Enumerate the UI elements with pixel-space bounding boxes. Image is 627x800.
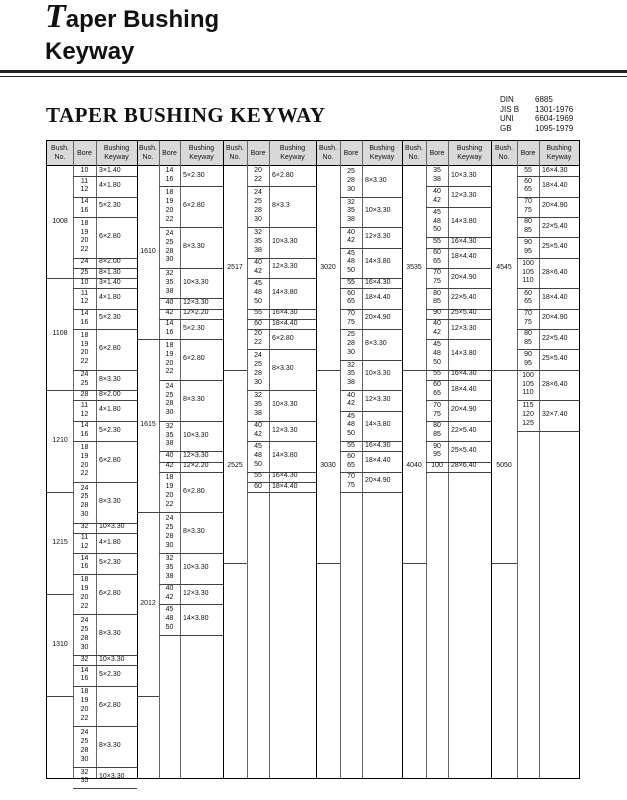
keyway-size: 12×3.30: [365, 395, 391, 403]
bore-value: 11 12: [80, 401, 89, 418]
bore-value: 42: [165, 309, 174, 317]
bore-value: 90 95: [433, 442, 441, 459]
keyway-size: 6×2.80: [99, 589, 121, 597]
row-divider: [426, 472, 491, 473]
keyway-size: 12×3.30: [365, 232, 391, 240]
keyway-size: 18×4.40: [365, 457, 391, 465]
keyway-size: 10×3.30: [99, 655, 125, 663]
bush-divider: [316, 563, 340, 564]
bore-value: 25 28 30: [347, 331, 355, 356]
keyway-size: 12×3.30: [451, 192, 477, 200]
keyway-size: 14×3.80: [272, 288, 298, 296]
keyway-size: 12×3.30: [451, 324, 477, 332]
keyway-size: 18×4.40: [542, 181, 568, 189]
keyway-size: 6×2.80: [183, 202, 205, 210]
bore-value: 40 42: [347, 391, 355, 408]
bore-value: 100 105 110: [522, 371, 534, 397]
bush-divider: [47, 696, 73, 697]
bore-value: 40: [165, 452, 174, 459]
keyway-size: 8×3.3: [272, 202, 290, 210]
standard-row: [500, 114, 573, 124]
keyway-size: 10×3.30: [183, 278, 209, 286]
keyway-size: 12×3.30: [183, 589, 209, 597]
bush-number: 4545: [496, 263, 512, 271]
standard-code: 6604-1969: [535, 114, 574, 123]
standards-list: [500, 95, 573, 133]
header-bore: Bore: [520, 149, 536, 157]
keyway-table: [46, 140, 580, 785]
bore-value: 45 48 50: [254, 280, 262, 305]
bore-value: 55: [347, 278, 355, 286]
keyway-size: 20×4.90: [451, 273, 477, 281]
bore-value: 70 75: [433, 401, 441, 418]
bore-value: 55: [433, 238, 441, 246]
bore-value: 28: [80, 390, 89, 398]
bore-value: 20 22: [254, 167, 262, 184]
keyway-size: 4×1.80: [99, 294, 121, 302]
keyway-size: 12×3.30: [183, 452, 209, 459]
bore-value: 20 22: [254, 330, 262, 347]
bore-value: 90 95: [524, 350, 532, 367]
header-bore: Bore: [429, 149, 445, 157]
keyway-size: 16×4.30: [272, 309, 298, 317]
bush-number: 1108: [52, 329, 68, 337]
keyway-size: 3×1.40: [99, 278, 121, 286]
bush-number: 2012: [140, 599, 156, 607]
bore-value: 18 19 20 22: [165, 189, 174, 223]
bore-value: 70 75: [347, 473, 355, 489]
bore-value: 24 25: [80, 371, 89, 387]
keyway-size: 28×6.40: [542, 268, 568, 276]
keyway-size: 6×2.80: [183, 355, 205, 363]
keyway-size: 18×4.40: [451, 385, 477, 393]
bore-value: 32 35 38: [165, 269, 174, 295]
bore-value: 24 25 28 30: [254, 189, 262, 223]
keyway-size: 5×2.30: [99, 559, 121, 566]
standard-name: DIN: [500, 95, 514, 104]
bore-value: 32: [80, 655, 89, 663]
keyway-size: 18×4.40: [451, 253, 477, 261]
bore-value: 32 35 38: [165, 422, 174, 448]
bore-value: 45 48 50: [165, 606, 174, 631]
bush-number: 2517: [227, 263, 243, 271]
bore-value: 60 65: [524, 289, 532, 306]
keyway-size: 8×2.00: [99, 390, 121, 398]
keyway-size: 14×3.80: [183, 615, 209, 623]
keyway-size: 14×3.80: [451, 217, 477, 225]
keyway-size: 12×3.30: [183, 299, 209, 307]
bore-value: 40 42: [433, 187, 441, 204]
bore-value: 24 25 28 30: [254, 352, 262, 386]
bush-number: 5050: [496, 462, 512, 470]
bush-divider: [491, 563, 517, 564]
bore-value: 60 65: [524, 177, 532, 194]
keyway-size: 25×5.40: [542, 243, 568, 251]
header-bush-no: Bush. No.: [319, 145, 337, 161]
keyway-size: 8×3.30: [183, 243, 205, 251]
bore-value: 45 48 50: [254, 443, 262, 468]
header-bore: Bore: [250, 149, 266, 157]
keyway-size: 8×3.30: [99, 742, 121, 750]
keyway-size: 20×4.90: [365, 477, 391, 485]
bore-value: 40 42: [165, 585, 174, 601]
bore-value: 35 38: [433, 167, 441, 184]
bore-value: 32 35 38: [165, 555, 174, 580]
header-bushing-keyway: Bushing Keyway: [456, 145, 483, 161]
bore-value: 25 28 30: [347, 168, 355, 193]
bush-number: 2525: [227, 462, 243, 470]
keyway-size: 5×2.30: [99, 202, 121, 210]
keyway-size: 16×4.30: [451, 238, 477, 246]
standard-name: UNI: [500, 114, 514, 123]
bush-number: 1008: [52, 217, 68, 225]
keyway-size: 8×3.30: [99, 497, 121, 505]
bore-value: 14 16: [165, 167, 174, 184]
bore-value: 18 19 20 22: [80, 443, 89, 478]
keyway-size: 16×4.30: [365, 278, 391, 286]
standard-name: GB: [500, 123, 512, 133]
bore-value: 18 19 20 22: [165, 474, 174, 508]
header-rule-thin: [0, 76, 627, 77]
keyway-size: 6×2.80: [272, 171, 294, 179]
keyway-size: 25×5.40: [451, 446, 477, 454]
keyway-size: 8×3.30: [183, 395, 205, 403]
header-bore: Bore: [77, 149, 92, 157]
bore-value: 100 105 110: [522, 259, 534, 285]
bush-number: 4040: [406, 462, 422, 470]
header-bush-no: Bush. No.: [226, 145, 244, 161]
keyway-size: 22×5.40: [451, 294, 477, 302]
keyway-size: 22×5.40: [542, 334, 568, 342]
bore-value: 70 75: [347, 310, 355, 326]
table-header-row: [47, 141, 579, 166]
bore-value: 90: [433, 309, 441, 317]
bore-value: 40: [165, 299, 174, 307]
keyway-size: 25×5.40: [451, 309, 477, 317]
keyway-size: 12×2.20: [183, 462, 209, 470]
bore-value: 60: [254, 319, 262, 327]
bore-value: 45 48 50: [347, 412, 355, 438]
bore-value: 14 16: [80, 310, 89, 326]
bore-value: 10: [80, 166, 89, 174]
keyway-size: 8×3.30: [365, 339, 387, 347]
keyway-size: 6×2.80: [99, 345, 121, 352]
keyway-size: 16×4.30: [272, 472, 298, 480]
keyway-size: 10×3.30: [365, 207, 391, 215]
keyway-size: 8×1.30: [99, 268, 121, 276]
bush-number: 1210: [52, 436, 68, 444]
header-rule-thick: [0, 70, 627, 73]
header-bushing-keyway: Bushing Keyway: [369, 145, 395, 161]
bush-number: 1310: [52, 640, 68, 648]
keyway-size: 20×4.90: [542, 314, 568, 322]
bore-value: 40 42: [254, 422, 262, 438]
keyway-size: 10×3.30: [451, 171, 477, 179]
keyway-size: 16×4.30: [451, 370, 477, 378]
keyway-size: 10×3.30: [99, 772, 125, 780]
keyway-size: 14×3.80: [272, 452, 298, 459]
keyway-size: 8×3.30: [365, 176, 387, 184]
keyway-size: 25×5.40: [542, 355, 568, 363]
bore-value: 55: [254, 472, 262, 480]
keyway-size: 16×4.30: [365, 441, 391, 449]
keyway-size: 18×4.40: [365, 294, 391, 302]
keyway-size: 10×3.30: [183, 564, 209, 572]
bore-value: 55: [347, 441, 355, 449]
bush-number: 3030: [320, 462, 336, 470]
row-divider: [73, 788, 137, 789]
row-divider: [340, 492, 402, 493]
bush-divider: [402, 563, 426, 564]
keyway-size: 3×1.40: [99, 166, 121, 174]
keyway-size: 5×2.30: [99, 671, 121, 679]
bore-value: 18 19 20 22: [80, 576, 89, 610]
bore-value: 32 35 38: [347, 198, 355, 224]
header-title-rest: aper Bushing: [65, 6, 220, 33]
header-bushing-keyway: Bushing Keyway: [188, 145, 215, 161]
keyway-size: 6×2.80: [183, 487, 205, 495]
keyway-size: 18×4.40: [272, 482, 298, 490]
row-divider: [247, 492, 316, 493]
bore-value: 100: [431, 462, 443, 470]
keyway-size: 8×3.30: [272, 365, 294, 373]
header-title-initial: T: [45, 0, 66, 35]
keyway-size: 5×2.30: [183, 324, 205, 332]
keyway-size: 10×3.30: [183, 431, 209, 439]
bore-value: 60 65: [433, 248, 441, 265]
bore-value: 45 48 50: [433, 208, 441, 234]
keyway-size: 20×4.90: [365, 314, 391, 322]
keyway-size: 14×3.80: [451, 350, 477, 358]
keyway-size: 8×3.30: [183, 528, 205, 536]
keyway-size: 6×2.80: [99, 701, 121, 709]
keyway-size: 10×3.30: [365, 370, 391, 378]
keyway-size: 4×1.80: [99, 406, 121, 414]
bush-number: 1215: [52, 538, 68, 546]
bore-value: 24: [80, 258, 89, 266]
keyway-size: 5×2.30: [183, 171, 205, 179]
header-bush-no: Bush. No.: [405, 145, 423, 161]
keyway-size: 16×4.30: [542, 166, 568, 174]
bore-value: 115 120 125: [522, 402, 534, 428]
keyway-size: 12×3.30: [272, 263, 298, 271]
standard-code: 1301-1976: [535, 104, 574, 114]
keyway-size: 22×5.40: [542, 222, 568, 230]
keyway-size: 14×3.80: [365, 421, 391, 429]
keyway-size: 20×4.90: [451, 406, 477, 414]
bore-value: 24 25 28 30: [80, 729, 89, 763]
bore-value: 32 35 38: [347, 361, 355, 387]
header-bore: Bore: [343, 149, 359, 157]
bore-value: 14 16: [80, 666, 89, 683]
bore-value: 45 48 50: [433, 341, 441, 366]
bush-number: 1610: [140, 248, 156, 256]
page-header: [45, 2, 219, 67]
bore-value: 24 25 28 30: [165, 515, 174, 549]
bore-value: 32 35: [80, 768, 89, 785]
bore-value: 18 19 20 22: [165, 342, 174, 376]
bore-value: 18 19 20 22: [80, 688, 89, 722]
header-bush-no: Bush. No.: [139, 145, 157, 161]
header-bushing-keyway: Bushing Keyway: [279, 145, 306, 161]
standard-code: 6885: [535, 95, 553, 104]
header-bore: Bore: [162, 149, 177, 157]
bore-value: 40 42: [254, 259, 262, 275]
bore-value: 55: [433, 370, 441, 378]
bush-divider: [137, 696, 159, 697]
keyway-size: 18×4.40: [272, 319, 298, 327]
bore-value: 70 75: [524, 197, 532, 214]
bore-value: 40 42: [347, 228, 355, 245]
keyway-size: 6×2.80: [272, 334, 294, 342]
keyway-size: 8×3.30: [99, 630, 121, 638]
keyway-size: 10×3.30: [272, 401, 298, 409]
keyway-size: 6×2.80: [99, 457, 121, 465]
bore-value: 80 85: [433, 289, 441, 306]
bore-value: 14 16: [80, 197, 89, 214]
keyway-size: 12×2.20: [183, 309, 209, 317]
bush-divider: [223, 563, 247, 564]
standard-row: [500, 95, 573, 105]
bore-value: 60 65: [433, 381, 441, 398]
bore-value: 11 12: [80, 534, 89, 551]
row-divider: [159, 635, 223, 636]
bore-value: 32 35 38: [254, 229, 262, 254]
keyway-size: 28×6.40: [542, 380, 568, 388]
bore-value: 11 12: [80, 177, 89, 194]
bore-value: 55: [524, 166, 532, 174]
keyway-size: 10×3.30: [272, 238, 298, 245]
bore-value: 60: [254, 482, 262, 490]
keyway-size: 14×3.80: [365, 258, 391, 266]
standard-name: JIS B: [500, 104, 520, 114]
keyway-size: 32×7.40: [542, 411, 568, 419]
table-title: TAPER BUSHING KEYWAY: [46, 103, 326, 127]
bore-value: 55: [254, 309, 262, 317]
bore-value: 18 19 20 22: [80, 219, 89, 254]
keyway-size: 20×4.90: [542, 202, 568, 210]
bore-value: 25: [80, 268, 89, 276]
header-bush-no: Bush. No.: [51, 145, 69, 161]
bore-value: 45 48 50: [347, 249, 355, 275]
bore-value: 14 16: [165, 320, 174, 337]
bore-value: 24 25 28 30: [165, 229, 174, 264]
bore-value: 14 16: [80, 422, 89, 438]
keyway-size: 8×2.00: [99, 258, 121, 266]
bore-value: 10: [80, 278, 89, 286]
bore-value: 24 25 28 30: [165, 382, 174, 417]
keyway-size: 8×3.30: [99, 375, 121, 383]
keyway-size: 22×5.40: [451, 426, 477, 434]
bush-number: 1615: [140, 421, 156, 429]
standard-row: [500, 105, 573, 115]
keyway-size: 5×2.30: [99, 426, 121, 434]
keyway-size: 28×6.40: [451, 462, 477, 470]
header-subtitle: Keyway: [45, 38, 135, 65]
bush-number: 3020: [320, 263, 336, 271]
bore-value: 80 85: [433, 422, 441, 438]
keyway-size: 4×1.80: [99, 181, 121, 189]
keyway-size: 6×2.80: [99, 232, 121, 240]
bore-value: 60 65: [347, 289, 355, 306]
keyway-size: 5×2.30: [99, 314, 121, 322]
bore-value: 60 65: [347, 452, 355, 469]
standard-row: [500, 124, 573, 134]
bore-value: 24 25 28 30: [80, 484, 89, 519]
bore-value: 70 75: [524, 310, 532, 326]
row-divider: [517, 431, 579, 432]
header-bushing-keyway: Bushing Keyway: [546, 145, 572, 161]
bore-value: 32: [80, 523, 89, 531]
header-bush-no: Bush. No.: [495, 145, 513, 161]
keyway-size: 10×3.30: [99, 523, 125, 531]
bore-value: 32 35 38: [254, 392, 262, 417]
bore-value: 80 85: [524, 218, 532, 235]
bore-value: 18 19 20 22: [80, 331, 89, 366]
standard-code: 1095-1979: [535, 123, 574, 133]
header-title: [45, 2, 219, 35]
bore-value: 42: [165, 462, 174, 470]
keyway-size: 12×3.30: [272, 426, 298, 434]
bore-value: 11 12: [80, 289, 89, 306]
bore-value: 40 42: [433, 320, 441, 337]
bore-value: 70 75: [433, 269, 441, 286]
header-bushing-keyway: Bushing Keyway: [103, 145, 130, 161]
keyway-size: 18×4.40: [542, 294, 568, 302]
keyway-size: 4×1.80: [99, 538, 121, 546]
bush-number: 3535: [406, 263, 422, 271]
bore-value: 80 85: [524, 330, 532, 347]
bore-value: 24 25 28 30: [80, 617, 89, 651]
bore-value: 90 95: [524, 238, 532, 255]
bore-value: 14 16: [80, 554, 89, 571]
